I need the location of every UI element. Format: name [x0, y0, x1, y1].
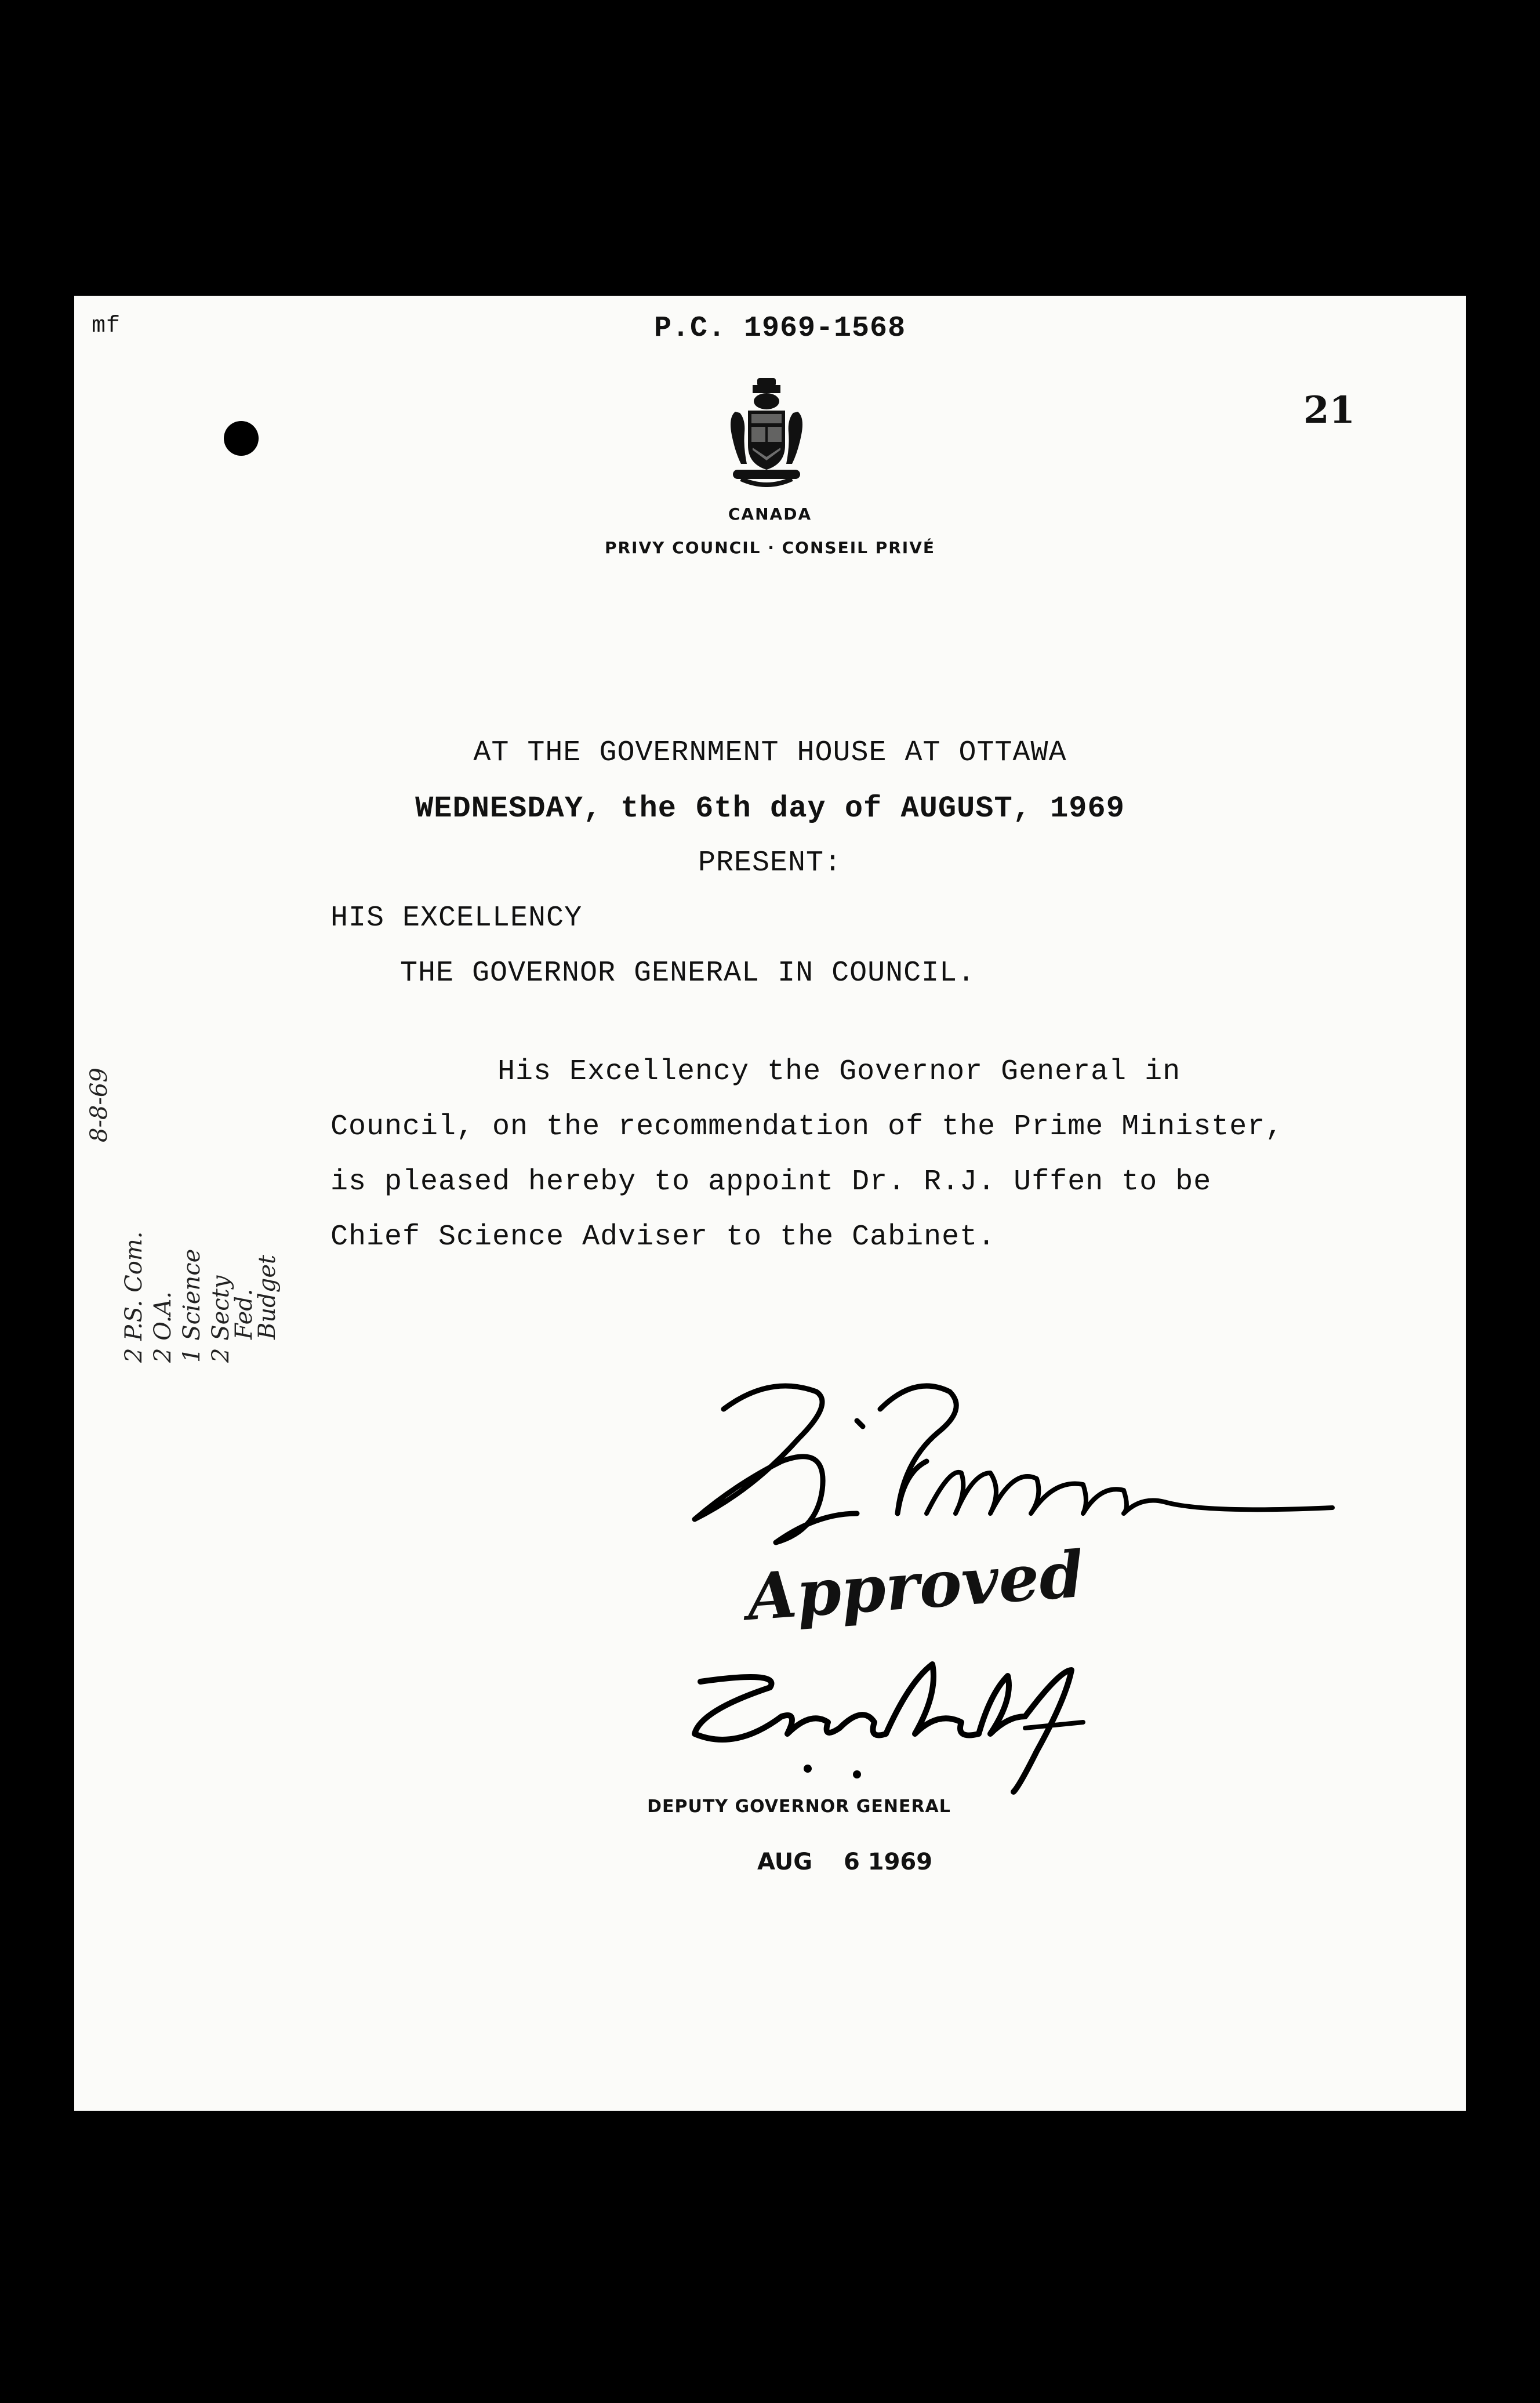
date-rest: , the 6th day of AUGUST, 1969: [583, 792, 1125, 826]
body-line-2: Council, on the recommendation of the Prime Minister,: [330, 1110, 1284, 1144]
body-line-1: His Excellency the Governor General in: [497, 1055, 1181, 1088]
distribution-note-5: Fed.: [231, 1288, 257, 1340]
stamp-month: AUG: [757, 1849, 813, 1875]
distribution-note-1: 2 P.S. Com.: [121, 1231, 147, 1363]
stamp-date: 6 1969: [843, 1849, 933, 1875]
date-day: WEDNESDAY: [415, 792, 583, 826]
date-note: 8-8-69: [86, 1068, 112, 1142]
body-line-3: is pleased hereby to appoint Dr. R.J. Uffen to be: [330, 1166, 1212, 1199]
date-line: [74, 792, 1466, 826]
punch-hole: [224, 421, 259, 456]
deputy-governor-general-signature: [666, 1647, 1129, 1798]
approved-handwriting: Approved: [744, 1536, 1087, 1635]
prime-minister-signature: [683, 1340, 1350, 1560]
addressee-line-1: HIS EXCELLENCY: [330, 902, 583, 935]
distribution-note-2: 2 O.A.: [150, 1291, 176, 1363]
distribution-note-3: 1 Science: [179, 1248, 205, 1363]
distribution-note-4: 2 Secty: [208, 1275, 234, 1363]
present-label: PRESENT:: [698, 847, 842, 880]
council-name: PRIVY COUNCIL · CONSEIL PRIVÉ: [604, 538, 936, 557]
body-line-4: Chief Science Adviser to the Cabinet.: [330, 1221, 996, 1254]
order-number: P.C. 1969-1568: [654, 312, 906, 345]
margin-notes: [86, 1015, 306, 1363]
place-line: AT THE GOVERNMENT HOUSE AT OTTAWA: [473, 736, 1067, 769]
file-initials: mf: [92, 313, 121, 339]
deputy-governor-general-title: DEPUTY GOVERNOR GENERAL: [647, 1796, 951, 1817]
canada-coat-of-arms-icon: [724, 377, 809, 487]
approval-stamp: [757, 1849, 932, 1875]
country-name: CANADA: [728, 504, 812, 524]
addressee-line-2: THE GOVERNOR GENERAL IN COUNCIL.: [400, 957, 976, 990]
distribution-note-6: Budget: [254, 1254, 281, 1340]
page-number: 21: [1303, 389, 1356, 432]
document-page: [74, 296, 1466, 2111]
